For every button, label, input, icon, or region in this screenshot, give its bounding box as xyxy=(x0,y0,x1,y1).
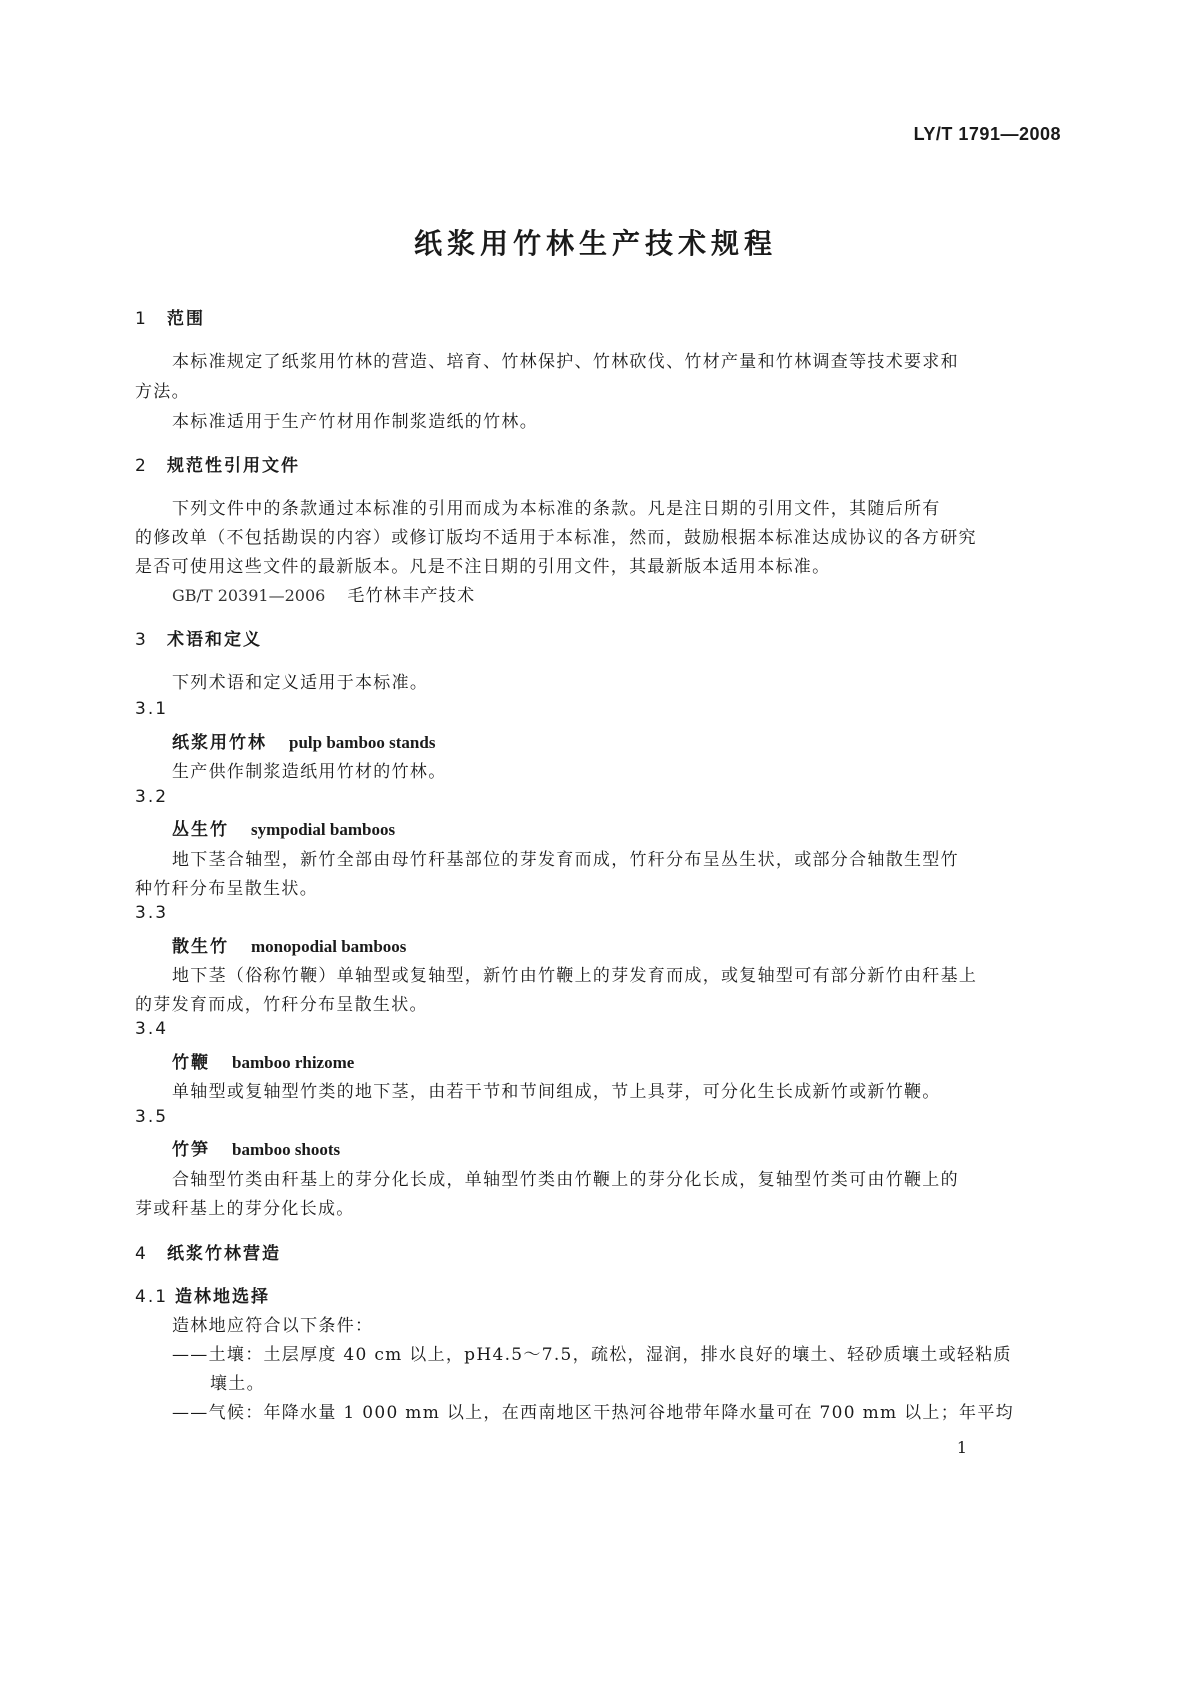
standard-code: LY/T 1791—2008 xyxy=(913,124,1061,144)
term-number: 3.2 xyxy=(135,787,169,807)
term-number: 3.5 xyxy=(135,1107,169,1127)
section-title: 规范性引用文件 xyxy=(167,456,300,476)
section-title: 术语和定义 xyxy=(167,630,262,650)
term-heading xyxy=(172,932,406,957)
section-number: 2 xyxy=(135,456,148,476)
paragraph-line: 下列术语和定义适用于本标准。 xyxy=(172,673,429,693)
section-number: 3 xyxy=(135,630,148,650)
term-definition: 芽或秆基上的芽分化长成。 xyxy=(135,1199,355,1219)
section-number: 1 xyxy=(135,309,148,329)
term-en: bamboo rhizome xyxy=(232,1053,355,1072)
term-number: 3.3 xyxy=(135,903,169,923)
term-heading xyxy=(172,1135,340,1160)
list-item: ——土壤：土层厚度 40 cm 以上，pH4.5～7.5，疏松，湿润，排水良好的壤土、轻砂质壤土或轻粘质 xyxy=(172,1345,1012,1365)
paragraph-line: 本标准规定了纸浆用竹林的营造、培育、竹林保护、竹林砍伐、竹材产量和竹林调查等技术要求和 xyxy=(172,352,959,372)
term-zh: 丛生竹 xyxy=(172,820,229,840)
subsection-title: 造林地选择 xyxy=(175,1287,270,1307)
section-title: 纸浆竹林营造 xyxy=(167,1244,281,1264)
section-4-heading xyxy=(135,1239,281,1264)
paragraph-line: 本标准适用于生产竹材用作制浆造纸的竹林。 xyxy=(172,412,538,432)
paragraph-line: 的修改单（不包括勘误的内容）或修订版均不适用于本标准，然而，鼓励根据本标准达成协议的各方研究 xyxy=(135,528,977,548)
list-item-continuation: 壤土。 xyxy=(210,1374,265,1394)
term-definition: 生产供作制浆造纸用竹材的竹林。 xyxy=(172,762,447,782)
term-definition: 合轴型竹类由秆基上的芽分化长成，单轴型竹类由竹鞭上的芽分化长成，复轴型竹类可由竹鞭上的 xyxy=(172,1170,959,1190)
paragraph-line: 方法。 xyxy=(135,382,190,402)
term-zh: 竹鞭 xyxy=(172,1053,210,1073)
normative-reference xyxy=(172,581,475,606)
reference-title: 毛竹林丰产技术 xyxy=(347,586,476,606)
term-definition: 地下茎合轴型，新竹全部由母竹秆基部位的芽发育而成，竹秆分布呈丛生状，或部分合轴散生型竹 xyxy=(172,850,959,870)
list-item: ——气候：年降水量 1 000 mm 以上，在西南地区干热河谷地带年降水量可在 700 mm 以上；年平均 xyxy=(172,1403,1014,1423)
term-number: 3.4 xyxy=(135,1019,169,1039)
term-zh: 纸浆用竹林 xyxy=(172,733,267,753)
term-en: monopodial bamboos xyxy=(251,937,407,956)
subsection-number: 4.1 xyxy=(135,1287,169,1307)
term-en: pulp bamboo stands xyxy=(289,733,436,752)
section-title: 范围 xyxy=(167,309,205,329)
term-definition: 种竹秆分布呈散生状。 xyxy=(135,879,318,899)
term-definition: 单轴型或复轴型竹类的地下茎，由若干节和节间组成，节上具芽，可分化生长成新竹或新竹鞭。 xyxy=(172,1082,941,1102)
term-en: sympodial bamboos xyxy=(251,820,396,839)
paragraph-line: 是否可使用这些文件的最新版本。凡是不注日期的引用文件，其最新版本适用本标准。 xyxy=(135,557,831,577)
paragraph-line: 下列文件中的条款通过本标准的引用而成为本标准的条款。凡是注日期的引用文件，其随后所有 xyxy=(172,499,941,519)
term-definition: 地下茎（俗称竹鞭）单轴型或复轴型，新竹由竹鞭上的芽发育而成，或复轴型可有部分新竹由秆基上 xyxy=(172,966,978,986)
term-zh: 散生竹 xyxy=(172,937,229,957)
page-number: 1 xyxy=(956,1438,967,1457)
reference-code: GB/T 20391—2006 xyxy=(172,586,326,605)
paragraph-line: 造林地应符合以下条件： xyxy=(172,1316,374,1336)
term-en: bamboo shoots xyxy=(232,1140,341,1159)
term-number: 3.1 xyxy=(135,699,169,719)
section-1-heading xyxy=(135,304,205,329)
term-heading xyxy=(172,728,435,753)
section-2-heading xyxy=(135,451,300,476)
term-heading xyxy=(172,1048,354,1073)
term-heading xyxy=(172,815,395,840)
document-title: 纸浆用竹林生产技术规程 xyxy=(413,227,777,260)
term-definition: 的芽发育而成，竹秆分布呈散生状。 xyxy=(135,995,428,1015)
subsection-4-1-heading xyxy=(135,1282,270,1307)
term-zh: 竹笋 xyxy=(172,1140,210,1160)
section-3-heading xyxy=(135,625,262,650)
section-number: 4 xyxy=(135,1244,148,1264)
